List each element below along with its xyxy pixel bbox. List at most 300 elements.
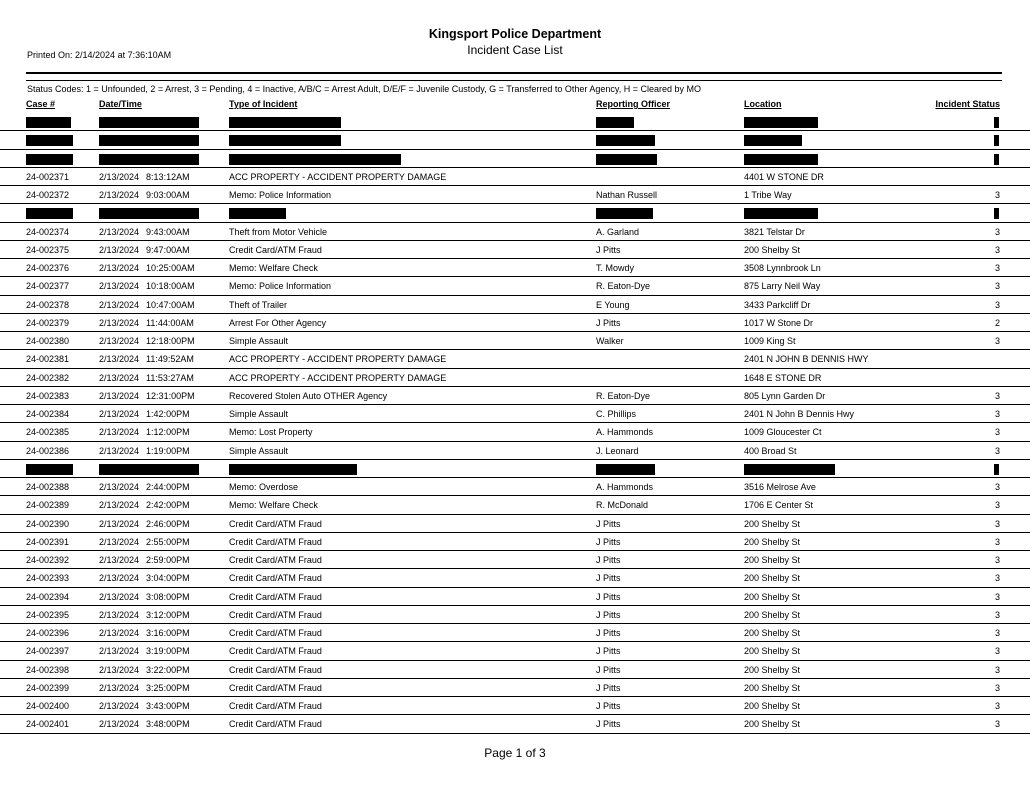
cell-location: 200 Shelby St bbox=[744, 646, 801, 657]
cell-status: 3 bbox=[994, 701, 1000, 711]
redacted-row bbox=[0, 113, 1030, 131]
cell-case: 24-002376 bbox=[26, 263, 70, 273]
table-row bbox=[0, 369, 1030, 387]
cell-status: 3 bbox=[994, 336, 1000, 346]
cell-status: 3 bbox=[994, 536, 1000, 547]
redaction-bar bbox=[596, 117, 634, 128]
cell-location: 3508 Lynnbrook Ln bbox=[744, 263, 821, 273]
cell-officer: E Young bbox=[596, 299, 630, 310]
department-title: Kingsport Police Department bbox=[428, 27, 602, 41]
cell-date-value: 2/13/2024 bbox=[99, 263, 140, 273]
redaction-bar bbox=[26, 208, 73, 219]
cell-location: 875 Larry Neil Way bbox=[744, 281, 821, 292]
cell-status: 3 bbox=[994, 409, 1000, 419]
table-row bbox=[0, 277, 1030, 295]
cell-time-value: 9:47:00AM bbox=[146, 244, 190, 255]
cell-date bbox=[99, 610, 190, 620]
cell-type: ACC PROPERTY - ACCIDENT PROPERTY DAMAGE bbox=[229, 354, 447, 365]
table-row bbox=[0, 569, 1030, 587]
cell-date bbox=[99, 245, 190, 255]
cell-officer: J Pitts bbox=[596, 628, 621, 638]
cell-date-value: 2/13/2024 bbox=[99, 244, 140, 255]
cell-case: 24-002380 bbox=[26, 336, 70, 346]
cell-status: 3 bbox=[994, 609, 1000, 620]
cell-date-value: 2/13/2024 bbox=[99, 354, 140, 365]
cell-status: 3 bbox=[994, 281, 1000, 292]
cell-officer: J Pitts bbox=[596, 701, 621, 711]
column-header-officer: Reporting Officer bbox=[596, 99, 671, 109]
cell-location: 200 Shelby St bbox=[744, 591, 801, 602]
cell-type: Credit Card/ATM Fraud bbox=[229, 536, 322, 547]
cell-type: Arrest For Other Agency bbox=[229, 317, 327, 328]
cell-time-value: 2:46:00PM bbox=[146, 518, 190, 529]
cell-type: Credit Card/ATM Fraud bbox=[229, 719, 322, 730]
cell-status: 3 bbox=[994, 500, 1000, 511]
table-row bbox=[0, 496, 1030, 514]
cell-date-value: 2/13/2024 bbox=[99, 390, 140, 401]
cell-location: 400 Broad St bbox=[744, 445, 797, 456]
cell-case: 24-002378 bbox=[26, 299, 70, 310]
redaction-bar bbox=[229, 464, 357, 475]
redacted-row bbox=[0, 131, 1030, 149]
cell-officer: A. Hammonds bbox=[596, 427, 654, 438]
cell-date-value: 2/13/2024 bbox=[99, 664, 140, 675]
cell-officer: R. McDonald bbox=[596, 500, 649, 511]
redaction-bar bbox=[744, 154, 818, 165]
cell-officer: R. Eaton-Dye bbox=[596, 390, 651, 401]
cell-date bbox=[99, 500, 190, 510]
cell-status: 3 bbox=[994, 244, 1000, 255]
cell-case: 24-002375 bbox=[26, 244, 70, 255]
cell-date-value: 2/13/2024 bbox=[99, 190, 140, 200]
cell-case: 24-002389 bbox=[26, 500, 70, 511]
cell-time-value: 3:19:00PM bbox=[146, 646, 190, 657]
cell-location: 200 Shelby St bbox=[744, 518, 801, 529]
redaction-bar bbox=[994, 154, 999, 165]
table-row bbox=[0, 314, 1030, 332]
cell-date bbox=[99, 555, 190, 565]
cell-time-value: 1:19:00PM bbox=[146, 445, 190, 456]
redacted-row bbox=[0, 204, 1030, 222]
redaction-bar bbox=[229, 208, 286, 219]
column-header-status: Incident Status bbox=[935, 99, 1000, 109]
cell-date-value: 2/13/2024 bbox=[99, 427, 140, 438]
cell-case: 24-002381 bbox=[26, 354, 70, 365]
redaction-bar bbox=[26, 464, 73, 475]
cell-case: 24-002400 bbox=[26, 701, 70, 711]
cell-case: 24-002395 bbox=[26, 609, 70, 620]
cell-date bbox=[99, 482, 190, 492]
cell-status: 3 bbox=[994, 518, 1000, 529]
cell-location: 1648 E STONE DR bbox=[744, 372, 822, 383]
table-row bbox=[0, 661, 1030, 679]
cell-time-value: 9:03:00AM bbox=[146, 190, 190, 200]
cell-officer: J Pitts bbox=[596, 518, 621, 529]
cell-date-value: 2/13/2024 bbox=[99, 482, 140, 492]
cell-date bbox=[99, 391, 195, 401]
cell-time-value: 1:12:00PM bbox=[146, 427, 190, 438]
cell-location: 200 Shelby St bbox=[744, 628, 801, 638]
redaction-bar bbox=[744, 208, 818, 219]
cell-date-value: 2/13/2024 bbox=[99, 317, 140, 328]
top-rule-thin bbox=[26, 80, 1002, 81]
cell-time-value: 1:42:00PM bbox=[146, 409, 190, 419]
cell-date-value: 2/13/2024 bbox=[99, 299, 140, 310]
cell-time-value: 10:25:00AM bbox=[146, 263, 195, 273]
cell-time-value: 9:43:00AM bbox=[146, 226, 190, 237]
cell-date-value: 2/13/2024 bbox=[99, 646, 140, 657]
cell-date bbox=[99, 172, 190, 182]
cell-time-value: 12:18:00PM bbox=[146, 336, 195, 346]
cell-date-value: 2/13/2024 bbox=[99, 409, 140, 419]
redaction-bar bbox=[99, 208, 199, 219]
cell-location: 1009 Gloucester Ct bbox=[744, 427, 822, 438]
cell-date bbox=[99, 519, 190, 529]
cell-case: 24-002379 bbox=[26, 317, 70, 328]
cell-date bbox=[99, 263, 195, 273]
redaction-bar bbox=[596, 464, 655, 475]
cell-status: 3 bbox=[994, 263, 1000, 273]
cell-date bbox=[99, 373, 194, 383]
cell-date-value: 2/13/2024 bbox=[99, 628, 140, 638]
printed-on-timestamp: Printed On: 2/14/2024 at 7:36:10AM bbox=[27, 50, 172, 60]
cell-status: 3 bbox=[994, 427, 1000, 438]
cell-case: 24-002371 bbox=[26, 171, 70, 182]
cell-location: 1017 W Stone Dr bbox=[744, 317, 814, 328]
table-row bbox=[0, 259, 1030, 277]
cell-location: 4401 W STONE DR bbox=[744, 171, 824, 182]
redaction-bar bbox=[744, 135, 802, 146]
cell-case: 24-002390 bbox=[26, 518, 70, 529]
cell-time-value: 2:44:00PM bbox=[146, 482, 190, 492]
redaction-bar bbox=[99, 464, 199, 475]
cell-time-value: 3:12:00PM bbox=[146, 609, 190, 620]
redaction-bar bbox=[26, 117, 71, 128]
cell-case: 24-002391 bbox=[26, 536, 70, 547]
cell-type: Credit Card/ATM Fraud bbox=[229, 244, 322, 255]
cell-case: 24-002398 bbox=[26, 664, 70, 675]
cell-date-value: 2/13/2024 bbox=[99, 281, 140, 292]
cell-status: 3 bbox=[994, 390, 1000, 401]
cell-officer: J Pitts bbox=[596, 664, 621, 675]
cell-case: 24-002393 bbox=[26, 573, 70, 584]
cell-status: 3 bbox=[994, 555, 1000, 565]
cell-officer: Walker bbox=[596, 336, 624, 346]
cell-location: 200 Shelby St bbox=[744, 244, 801, 255]
status-codes-legend: Status Codes: 1 = Unfounded, 2 = Arrest, 3 = Pending, 4 = Inactive, A/B/C = Arrest Adult, D/E/F = Juvenile Custody, G = Transferred to Other Agency, H = Cleared by MO bbox=[27, 84, 702, 94]
cell-date bbox=[99, 683, 190, 693]
cell-date bbox=[99, 354, 194, 364]
table-row bbox=[0, 533, 1030, 551]
redaction-bar bbox=[744, 464, 835, 475]
cell-time-value: 8:13:12AM bbox=[146, 171, 190, 182]
redaction-bar bbox=[596, 154, 657, 165]
cell-date-value: 2/13/2024 bbox=[99, 609, 140, 620]
cell-date bbox=[99, 227, 190, 237]
cell-officer: J Pitts bbox=[596, 646, 621, 657]
cell-date-value: 2/13/2024 bbox=[99, 518, 140, 529]
cell-officer: C. Phillips bbox=[596, 409, 637, 419]
cell-location: 805 Lynn Garden Dr bbox=[744, 390, 826, 401]
cell-time-value: 2:59:00PM bbox=[146, 555, 190, 565]
cell-date bbox=[99, 427, 190, 437]
cell-case: 24-002388 bbox=[26, 482, 70, 492]
cell-date bbox=[99, 446, 190, 456]
redaction-bar bbox=[229, 135, 341, 146]
cell-time-value: 3:25:00PM bbox=[146, 682, 190, 693]
cell-type: Memo: Welfare Check bbox=[229, 263, 318, 273]
table-row bbox=[0, 679, 1030, 697]
cell-type: Theft of Trailer bbox=[229, 299, 288, 310]
cell-case: 24-002374 bbox=[26, 226, 70, 237]
cell-case: 24-002392 bbox=[26, 555, 70, 565]
cell-status: 3 bbox=[994, 573, 1000, 584]
cell-time-value: 11:44:00AM bbox=[146, 317, 194, 328]
incident-table bbox=[0, 113, 1030, 734]
table-row bbox=[0, 168, 1030, 186]
cell-time-value: 11:53:27AM bbox=[146, 372, 194, 383]
cell-case: 24-002372 bbox=[26, 190, 70, 200]
cell-case: 24-002385 bbox=[26, 427, 70, 438]
cell-location: 200 Shelby St bbox=[744, 536, 801, 547]
redaction-bar bbox=[596, 208, 653, 219]
report-title: Incident Case List bbox=[467, 43, 563, 57]
cell-date bbox=[99, 281, 195, 291]
table-row bbox=[0, 642, 1030, 660]
cell-officer: J Pitts bbox=[596, 609, 621, 620]
cell-officer: J Pitts bbox=[596, 682, 621, 693]
cell-date-value: 2/13/2024 bbox=[99, 536, 140, 547]
page-number: Page 1 of 3 bbox=[484, 746, 546, 760]
table-row bbox=[0, 296, 1030, 314]
cell-type: Credit Card/ATM Fraud bbox=[229, 664, 322, 675]
cell-date-value: 2/13/2024 bbox=[99, 591, 140, 602]
redacted-row bbox=[0, 150, 1030, 168]
redaction-bar bbox=[994, 208, 999, 219]
redaction-bar bbox=[99, 154, 199, 165]
cell-case: 24-002383 bbox=[26, 390, 70, 401]
cell-status: 3 bbox=[994, 299, 1000, 310]
cell-time-value: 3:16:00PM bbox=[146, 628, 190, 638]
cell-date bbox=[99, 190, 190, 200]
table-row bbox=[0, 442, 1030, 460]
cell-date-value: 2/13/2024 bbox=[99, 445, 140, 456]
table-row bbox=[0, 387, 1030, 405]
cell-time-value: 3:08:00PM bbox=[146, 591, 190, 602]
redaction-bar bbox=[994, 117, 999, 128]
cell-status: 3 bbox=[994, 482, 1000, 492]
cell-case: 24-002394 bbox=[26, 591, 70, 602]
cell-date bbox=[99, 300, 195, 310]
cell-location: 1009 King St bbox=[744, 336, 796, 346]
cell-location: 200 Shelby St bbox=[744, 573, 801, 584]
table-row bbox=[0, 350, 1030, 368]
cell-type: Memo: Overdose bbox=[229, 482, 299, 492]
cell-case: 24-002397 bbox=[26, 646, 70, 657]
cell-type: Simple Assault bbox=[229, 336, 289, 346]
cell-date-value: 2/13/2024 bbox=[99, 701, 140, 711]
top-rule bbox=[26, 72, 1002, 74]
cell-type: Simple Assault bbox=[229, 409, 289, 419]
table-row bbox=[0, 405, 1030, 423]
cell-location: 2401 N JOHN B DENNIS HWY bbox=[744, 354, 869, 365]
column-header-location: Location bbox=[744, 99, 782, 109]
cell-case: 24-002386 bbox=[26, 445, 70, 456]
cell-type: Theft from Motor Vehicle bbox=[229, 226, 328, 237]
cell-officer: J Pitts bbox=[596, 244, 621, 255]
cell-status: 3 bbox=[994, 682, 1000, 693]
cell-date-value: 2/13/2024 bbox=[99, 500, 140, 511]
cell-location: 3433 Parkcliff Dr bbox=[744, 299, 811, 310]
cell-time-value: 11:49:52AM bbox=[146, 354, 194, 365]
cell-type: Memo: Welfare Check bbox=[229, 500, 318, 511]
cell-officer: J. Leonard bbox=[596, 445, 639, 456]
cell-officer: A. Garland bbox=[596, 226, 640, 237]
cell-date bbox=[99, 628, 190, 638]
table-row bbox=[0, 223, 1030, 241]
cell-location: 200 Shelby St bbox=[744, 719, 801, 730]
cell-date-value: 2/13/2024 bbox=[99, 555, 140, 565]
table-row bbox=[0, 515, 1030, 533]
cell-location: 200 Shelby St bbox=[744, 609, 801, 620]
table-row bbox=[0, 606, 1030, 624]
cell-time-value: 3:48:00PM bbox=[146, 719, 190, 730]
cell-type: Memo: Lost Property bbox=[229, 427, 313, 438]
cell-date bbox=[99, 537, 190, 547]
cell-date bbox=[99, 318, 194, 328]
table-row bbox=[0, 715, 1030, 733]
cell-location: 1706 E Center St bbox=[744, 500, 814, 511]
cell-case: 24-002384 bbox=[26, 409, 70, 419]
cell-officer: J Pitts bbox=[596, 536, 621, 547]
redaction-bar bbox=[994, 135, 999, 146]
cell-status: 3 bbox=[994, 226, 1000, 237]
cell-date bbox=[99, 592, 190, 602]
table-row bbox=[0, 624, 1030, 642]
cell-type: Credit Card/ATM Fraud bbox=[229, 701, 322, 711]
cell-type: Credit Card/ATM Fraud bbox=[229, 518, 322, 529]
cell-date bbox=[99, 336, 195, 346]
cell-date-value: 2/13/2024 bbox=[99, 336, 140, 346]
redaction-bar bbox=[99, 117, 199, 128]
cell-type: Memo: Police Information bbox=[229, 281, 332, 292]
cell-time-value: 3:22:00PM bbox=[146, 664, 190, 675]
column-header-datetime: Date/Time bbox=[99, 99, 142, 109]
redaction-bar bbox=[596, 135, 655, 146]
cell-location: 200 Shelby St bbox=[744, 682, 801, 693]
cell-type: Credit Card/ATM Fraud bbox=[229, 628, 322, 638]
cell-type: Credit Card/ATM Fraud bbox=[229, 573, 322, 584]
cell-type: Memo: Police Information bbox=[229, 190, 332, 200]
cell-time-value: 3:43:00PM bbox=[146, 701, 190, 711]
redaction-bar bbox=[994, 464, 999, 475]
cell-type: ACC PROPERTY - ACCIDENT PROPERTY DAMAGE bbox=[229, 372, 447, 383]
cell-case: 24-002377 bbox=[26, 281, 70, 292]
column-header-case: Case # bbox=[26, 99, 56, 109]
cell-case: 24-002396 bbox=[26, 628, 70, 638]
cell-time-value: 10:47:00AM bbox=[146, 299, 195, 310]
cell-type: Credit Card/ATM Fraud bbox=[229, 609, 322, 620]
cell-officer: J Pitts bbox=[596, 591, 621, 602]
table-row bbox=[0, 588, 1030, 606]
cell-date bbox=[99, 646, 190, 656]
cell-time-value: 10:18:00AM bbox=[146, 281, 195, 292]
cell-status: 3 bbox=[994, 646, 1000, 657]
cell-officer: J Pitts bbox=[596, 555, 621, 565]
cell-date-value: 2/13/2024 bbox=[99, 372, 140, 383]
cell-date-value: 2/13/2024 bbox=[99, 682, 140, 693]
cell-date bbox=[99, 719, 190, 729]
cell-status: 3 bbox=[994, 628, 1000, 638]
cell-date-value: 2/13/2024 bbox=[99, 719, 140, 730]
cell-date-value: 2/13/2024 bbox=[99, 226, 140, 237]
cell-officer: J Pitts bbox=[596, 719, 621, 730]
cell-date bbox=[99, 665, 190, 675]
cell-location: 200 Shelby St bbox=[744, 555, 801, 565]
cell-date bbox=[99, 701, 190, 711]
cell-type: Credit Card/ATM Fraud bbox=[229, 591, 322, 602]
cell-type: Credit Card/ATM Fraud bbox=[229, 646, 322, 657]
cell-type: ACC PROPERTY - ACCIDENT PROPERTY DAMAGE bbox=[229, 171, 447, 182]
cell-status: 2 bbox=[994, 317, 1000, 328]
cell-time-value: 2:42:00PM bbox=[146, 500, 190, 511]
cell-officer: Nathan Russell bbox=[596, 190, 658, 200]
cell-officer: R. Eaton-Dye bbox=[596, 281, 651, 292]
table-row bbox=[0, 697, 1030, 715]
cell-type: Credit Card/ATM Fraud bbox=[229, 682, 322, 693]
cell-status: 3 bbox=[994, 591, 1000, 602]
cell-type: Credit Card/ATM Fraud bbox=[229, 555, 322, 565]
table-row bbox=[0, 241, 1030, 259]
redaction-bar bbox=[744, 117, 818, 128]
redacted-row bbox=[0, 460, 1030, 478]
cell-type: Simple Assault bbox=[229, 445, 289, 456]
cell-location: 3516 Melrose Ave bbox=[744, 482, 816, 492]
cell-date bbox=[99, 409, 190, 419]
cell-location: 200 Shelby St bbox=[744, 664, 801, 675]
cell-officer: J Pitts bbox=[596, 573, 621, 584]
table-row bbox=[0, 478, 1030, 496]
cell-status: 3 bbox=[994, 445, 1000, 456]
cell-date-value: 2/13/2024 bbox=[99, 171, 140, 182]
cell-case: 24-002399 bbox=[26, 682, 70, 693]
cell-status: 3 bbox=[994, 190, 1000, 200]
redaction-bar bbox=[99, 135, 199, 146]
cell-case: 24-002401 bbox=[26, 719, 70, 730]
cell-officer: J Pitts bbox=[596, 317, 621, 328]
table-row bbox=[0, 423, 1030, 441]
cell-location: 2401 N John B Dennis Hwy bbox=[744, 409, 855, 419]
redaction-bar bbox=[229, 154, 401, 165]
redaction-bar bbox=[26, 154, 73, 165]
cell-officer: A. Hammonds bbox=[596, 482, 654, 492]
redaction-bar bbox=[26, 135, 73, 146]
cell-time-value: 3:04:00PM bbox=[146, 573, 190, 584]
cell-status: 3 bbox=[994, 719, 1000, 730]
cell-date bbox=[99, 573, 190, 583]
table-row bbox=[0, 551, 1030, 569]
cell-status: 3 bbox=[994, 664, 1000, 675]
cell-time-value: 12:31:00PM bbox=[146, 390, 195, 401]
cell-time-value: 2:55:00PM bbox=[146, 536, 190, 547]
table-row bbox=[0, 186, 1030, 204]
column-header-type: Type of Incident bbox=[229, 99, 298, 109]
cell-type: Recovered Stolen Auto OTHER Agency bbox=[229, 390, 388, 401]
cell-location: 1 Tribe Way bbox=[744, 190, 792, 200]
cell-date-value: 2/13/2024 bbox=[99, 573, 140, 584]
table-row bbox=[0, 332, 1030, 350]
cell-location: 200 Shelby St bbox=[744, 701, 801, 711]
